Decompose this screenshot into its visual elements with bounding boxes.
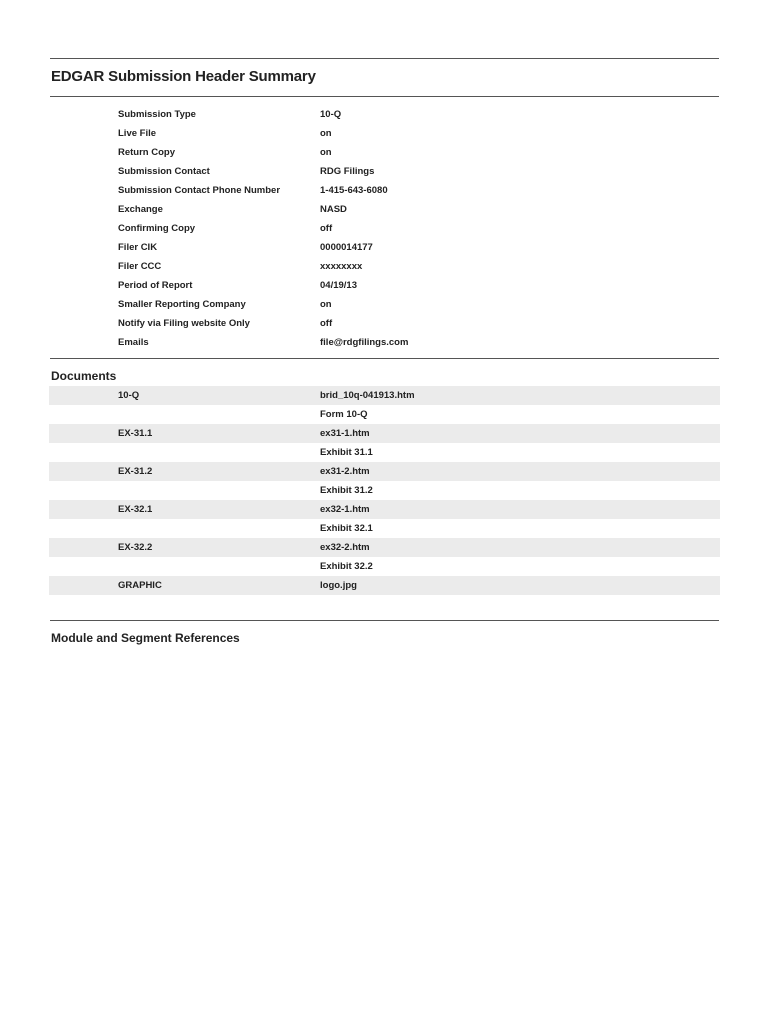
header-field-row <box>118 238 718 257</box>
field-value: 04/19/13 <box>320 280 357 291</box>
document-value: Exhibit 31.1 <box>320 447 373 458</box>
field-value: 10-Q <box>320 109 342 120</box>
document-row <box>49 443 720 462</box>
document-type: EX-32.1 <box>118 504 153 515</box>
documents-divider <box>50 358 719 359</box>
document-value: ex32-2.htm <box>320 542 370 553</box>
header-field-row <box>118 181 718 200</box>
document-row <box>49 481 720 500</box>
document-row <box>49 519 720 538</box>
header-field-row <box>118 219 718 238</box>
document-row <box>49 386 720 405</box>
header-field-row <box>118 257 718 276</box>
modules-heading: Module and Segment References <box>51 631 240 645</box>
field-label: Exchange <box>118 204 163 215</box>
document-row <box>49 538 720 557</box>
field-value: off <box>320 318 333 329</box>
field-value: on <box>320 147 332 158</box>
title-divider <box>50 96 719 97</box>
document-row <box>49 405 720 424</box>
document-type: GRAPHIC <box>118 580 162 591</box>
documents-heading: Documents <box>51 369 117 383</box>
document-value: ex31-1.htm <box>320 428 370 439</box>
field-value: RDG Filings <box>320 166 375 177</box>
header-field-row <box>118 276 718 295</box>
field-value: file@rdgfilings.com <box>320 337 409 348</box>
document-value: Form 10-Q <box>320 409 368 420</box>
field-value: 0000014177 <box>320 242 373 253</box>
field-value: 1-415-643-6080 <box>320 185 388 196</box>
top-divider <box>50 58 719 59</box>
document-value: ex31-2.htm <box>320 466 370 477</box>
modules-divider <box>50 620 719 621</box>
header-field-row <box>118 162 718 181</box>
field-label: Filer CIK <box>118 242 158 253</box>
header-field-row <box>118 143 718 162</box>
field-label: Submission Contact <box>118 166 210 177</box>
field-label: Submission Contact Phone Number <box>118 185 281 196</box>
document-row <box>49 424 720 443</box>
field-label: Period of Report <box>118 280 193 291</box>
header-field-row <box>118 295 718 314</box>
header-field-row <box>118 124 718 143</box>
document-value: ex32-1.htm <box>320 504 370 515</box>
document-value: brid_10q-041913.htm <box>320 390 415 401</box>
page-title: EDGAR Submission Header Summary <box>51 68 316 85</box>
document-value: Exhibit 31.2 <box>320 485 373 496</box>
document-row <box>49 557 720 576</box>
header-field-row <box>118 333 718 352</box>
document-value: Exhibit 32.1 <box>320 523 373 534</box>
field-label: Live File <box>118 128 157 139</box>
document-value: Exhibit 32.2 <box>320 561 373 572</box>
document-row <box>49 576 720 595</box>
document-type: EX-31.1 <box>118 428 153 439</box>
document-row <box>49 500 720 519</box>
documents-table <box>49 386 720 595</box>
field-label: Confirming Copy <box>118 223 196 234</box>
field-value: on <box>320 299 332 310</box>
header-field-row <box>118 200 718 219</box>
document-row <box>49 462 720 481</box>
header-field-row <box>118 314 718 333</box>
field-label: Return Copy <box>118 147 175 158</box>
field-label: Submission Type <box>118 109 196 120</box>
field-label: Smaller Reporting Company <box>118 299 246 310</box>
field-label: Filer CCC <box>118 261 162 272</box>
field-value: off <box>320 223 333 234</box>
document-type: EX-32.2 <box>118 542 153 553</box>
header-fields-table <box>118 105 718 352</box>
field-label: Notify via Filing website Only <box>118 318 250 329</box>
field-value: on <box>320 128 332 139</box>
header-field-row <box>118 105 718 124</box>
document-type: EX-31.2 <box>118 466 153 477</box>
field-value: NASD <box>320 204 347 215</box>
field-value: xxxxxxxx <box>320 261 363 272</box>
field-label: Emails <box>118 337 149 348</box>
document-value: logo.jpg <box>320 580 357 591</box>
document-type: 10-Q <box>118 390 140 401</box>
